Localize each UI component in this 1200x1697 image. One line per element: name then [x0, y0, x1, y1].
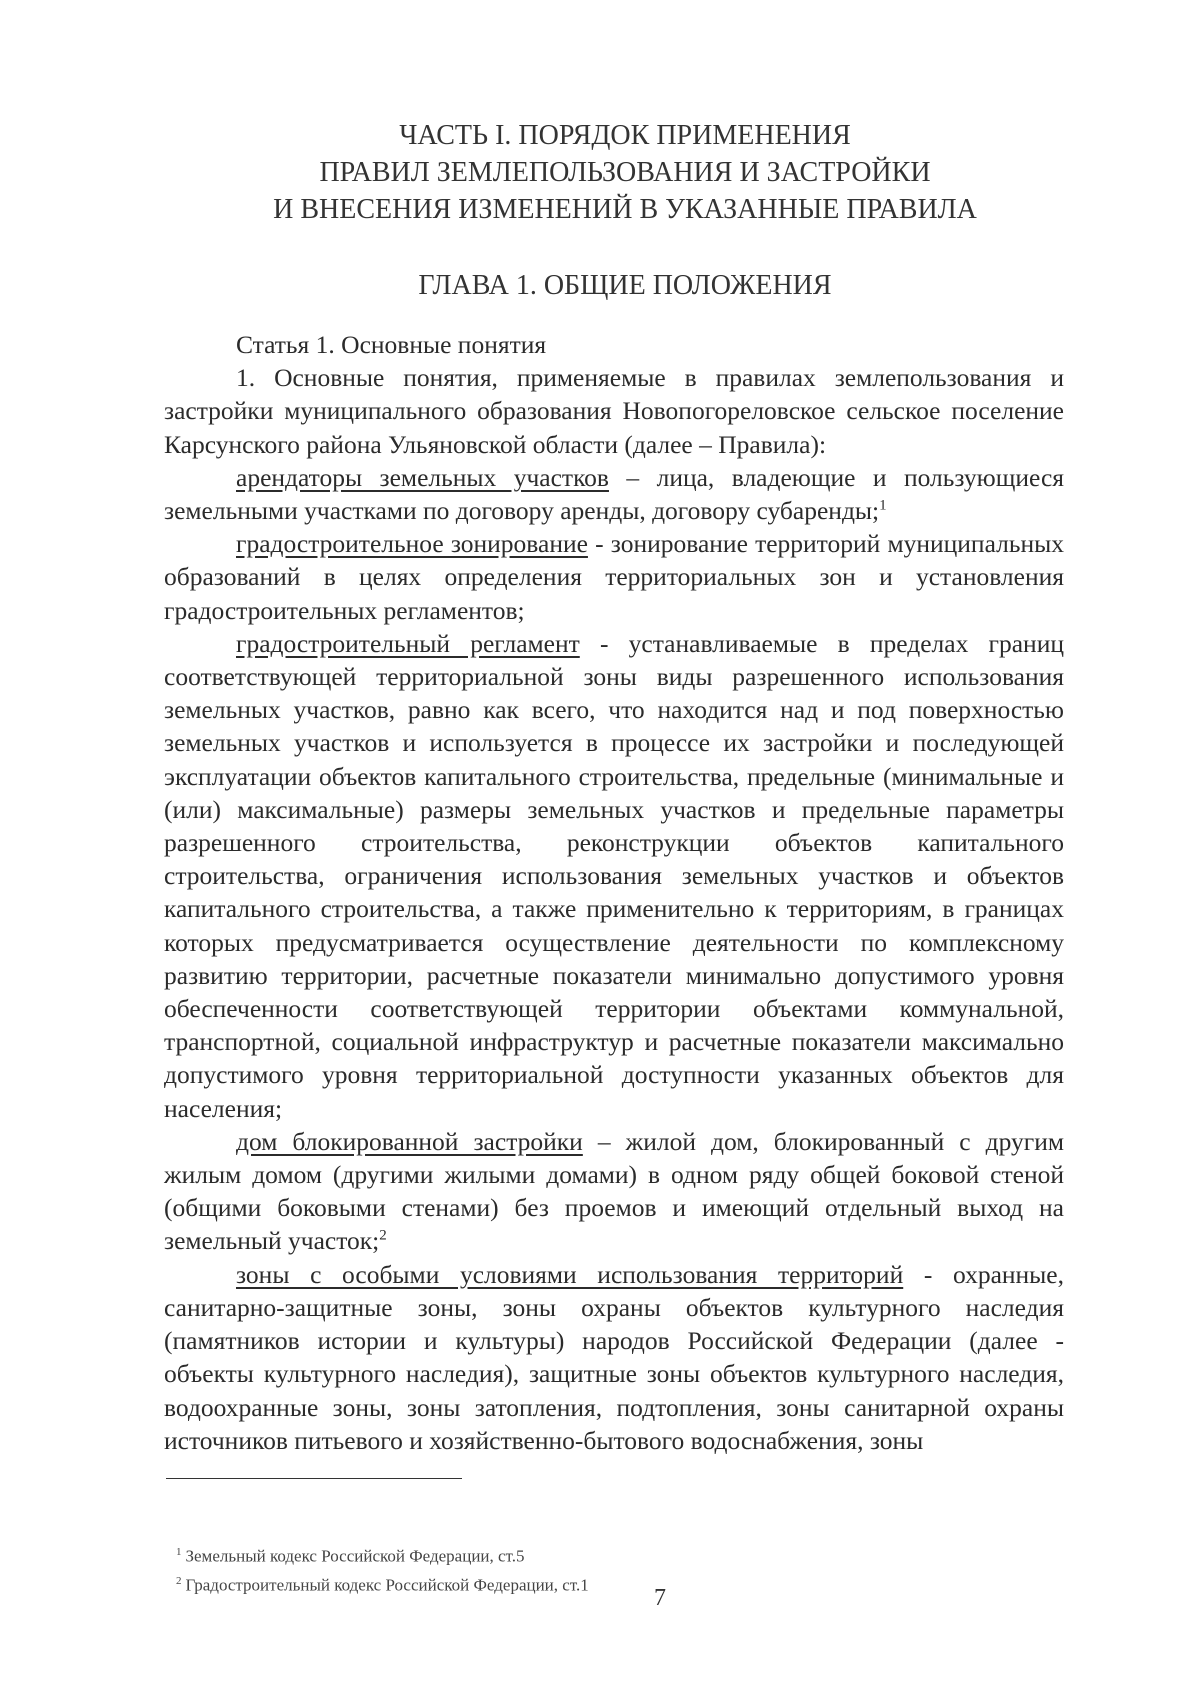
- part-title-line: ПРАВИЛ ЗЕМЛЕПОЛЬЗОВАНИЯ И ЗАСТРОЙКИ: [319, 157, 931, 188]
- footnote-number: 1: [176, 1546, 182, 1558]
- chapter-title: ГЛАВА 1. ОБЩИЕ ПОЛОЖЕНИЯ: [418, 270, 832, 301]
- definition-term: градостроительное зонирование: [236, 529, 588, 559]
- definition-paragraph: [164, 461, 1064, 527]
- definition-term: дом блокированной застройки: [236, 1126, 583, 1156]
- article-body: [164, 328, 1064, 1457]
- definition-text: - зонирование территорий муниципальных образований в целях определения территориальных зон и установления градостроительных регламентов;: [164, 529, 1064, 625]
- definition-paragraph: [164, 627, 1064, 1125]
- footnote-ref: 2: [379, 1227, 387, 1244]
- footnote: [176, 1569, 876, 1598]
- definition-paragraph: [164, 527, 1064, 627]
- footnotes: [176, 1540, 876, 1597]
- footnote-divider: [166, 1478, 462, 1479]
- definition-term: градостроительный регламент: [236, 628, 580, 658]
- definition-text: - устанавливаемые в пределах границ соответствующей территориальной зоны виды разрешенного использования земельных участков, равно как всего, что находится над и под поверхностью земельных участков и используется в процессе их застройки и последующей эксплуатации объектов капитального строительства, предельные (минимальные и (или) максимальные) размеры земельных участков и предельные параметры разрешенного строительства, реконструкции объектов капитального строительства, ограничения использования земельных участков и объектов капитального строительства, а также применительно к территориям, в границах которых предусматривается осуществление деятельности по комплексному развитию территории, расчетные показатели минимально допустимого уровня обеспеченности соответствующей территории объектами коммунальной, транспортной, социальной инфраструктур и расчетные показатели максимально допустимого уровня территориальной доступности указанных объектов для населения;: [164, 628, 1064, 1123]
- part-title: [160, 117, 1090, 228]
- definition-text: – лица, владеющие и пользующиеся земельными участками по договору аренды, договору субаренды;: [164, 462, 1064, 526]
- footnote-text: Градостроительный кодекс Российской Федерации, ст.1: [185, 1575, 589, 1595]
- footnote-number: 2: [176, 1574, 182, 1587]
- footnote-ref: 1: [879, 497, 887, 514]
- definition-paragraph: [164, 1258, 1064, 1457]
- page-number: 7: [654, 1585, 666, 1611]
- part-title-line: ЧАСТЬ I. ПОРЯДОК ПРИМЕНЕНИЯ: [399, 120, 851, 151]
- definition-text: - охранные, санитарно-защитные зоны, зоны охраны объектов культурного наследия (памятников истории и культуры) народов Российской Федерации (далее - объекты культурного наследия), защитные зоны объектов культурного наследия, водоохранные зоны, зоны затопления, подтопления, зоны санитарной охраны источников питьевого и хозяйственно-бытового водоснабжения, зоны: [164, 1259, 1065, 1455]
- article-title: Статья 1. Основные понятия: [236, 330, 547, 359]
- part-title-line: И ВНЕСЕНИЯ ИЗМЕНЕНИЙ В УКАЗАННЫЕ ПРАВИЛА: [273, 194, 977, 225]
- definition-text: – жилой дом, блокированный с другим жилым домом (другими жилыми домами) в одном ряду общей боковой стеной (общими боковыми стенами) без проемов и имеющий отдельный выход на земельный участок;: [164, 1126, 1064, 1256]
- footnote: [176, 1540, 876, 1569]
- definition-term: арендаторы земельных участков: [236, 462, 609, 492]
- footnote-text: Земельный кодекс Российской Федерации, ст.5: [185, 1546, 525, 1566]
- definition-term: зоны с особыми условиями использования территорий: [236, 1259, 904, 1289]
- definition-paragraph: [164, 1125, 1064, 1258]
- intro-paragraph: 1. Основные понятия, применяемые в правилах землепользования и застройки муниципального образования Новопогореловское сельское поселение Карсунского района Ульяновской области (далее – Правила):: [164, 363, 1064, 459]
